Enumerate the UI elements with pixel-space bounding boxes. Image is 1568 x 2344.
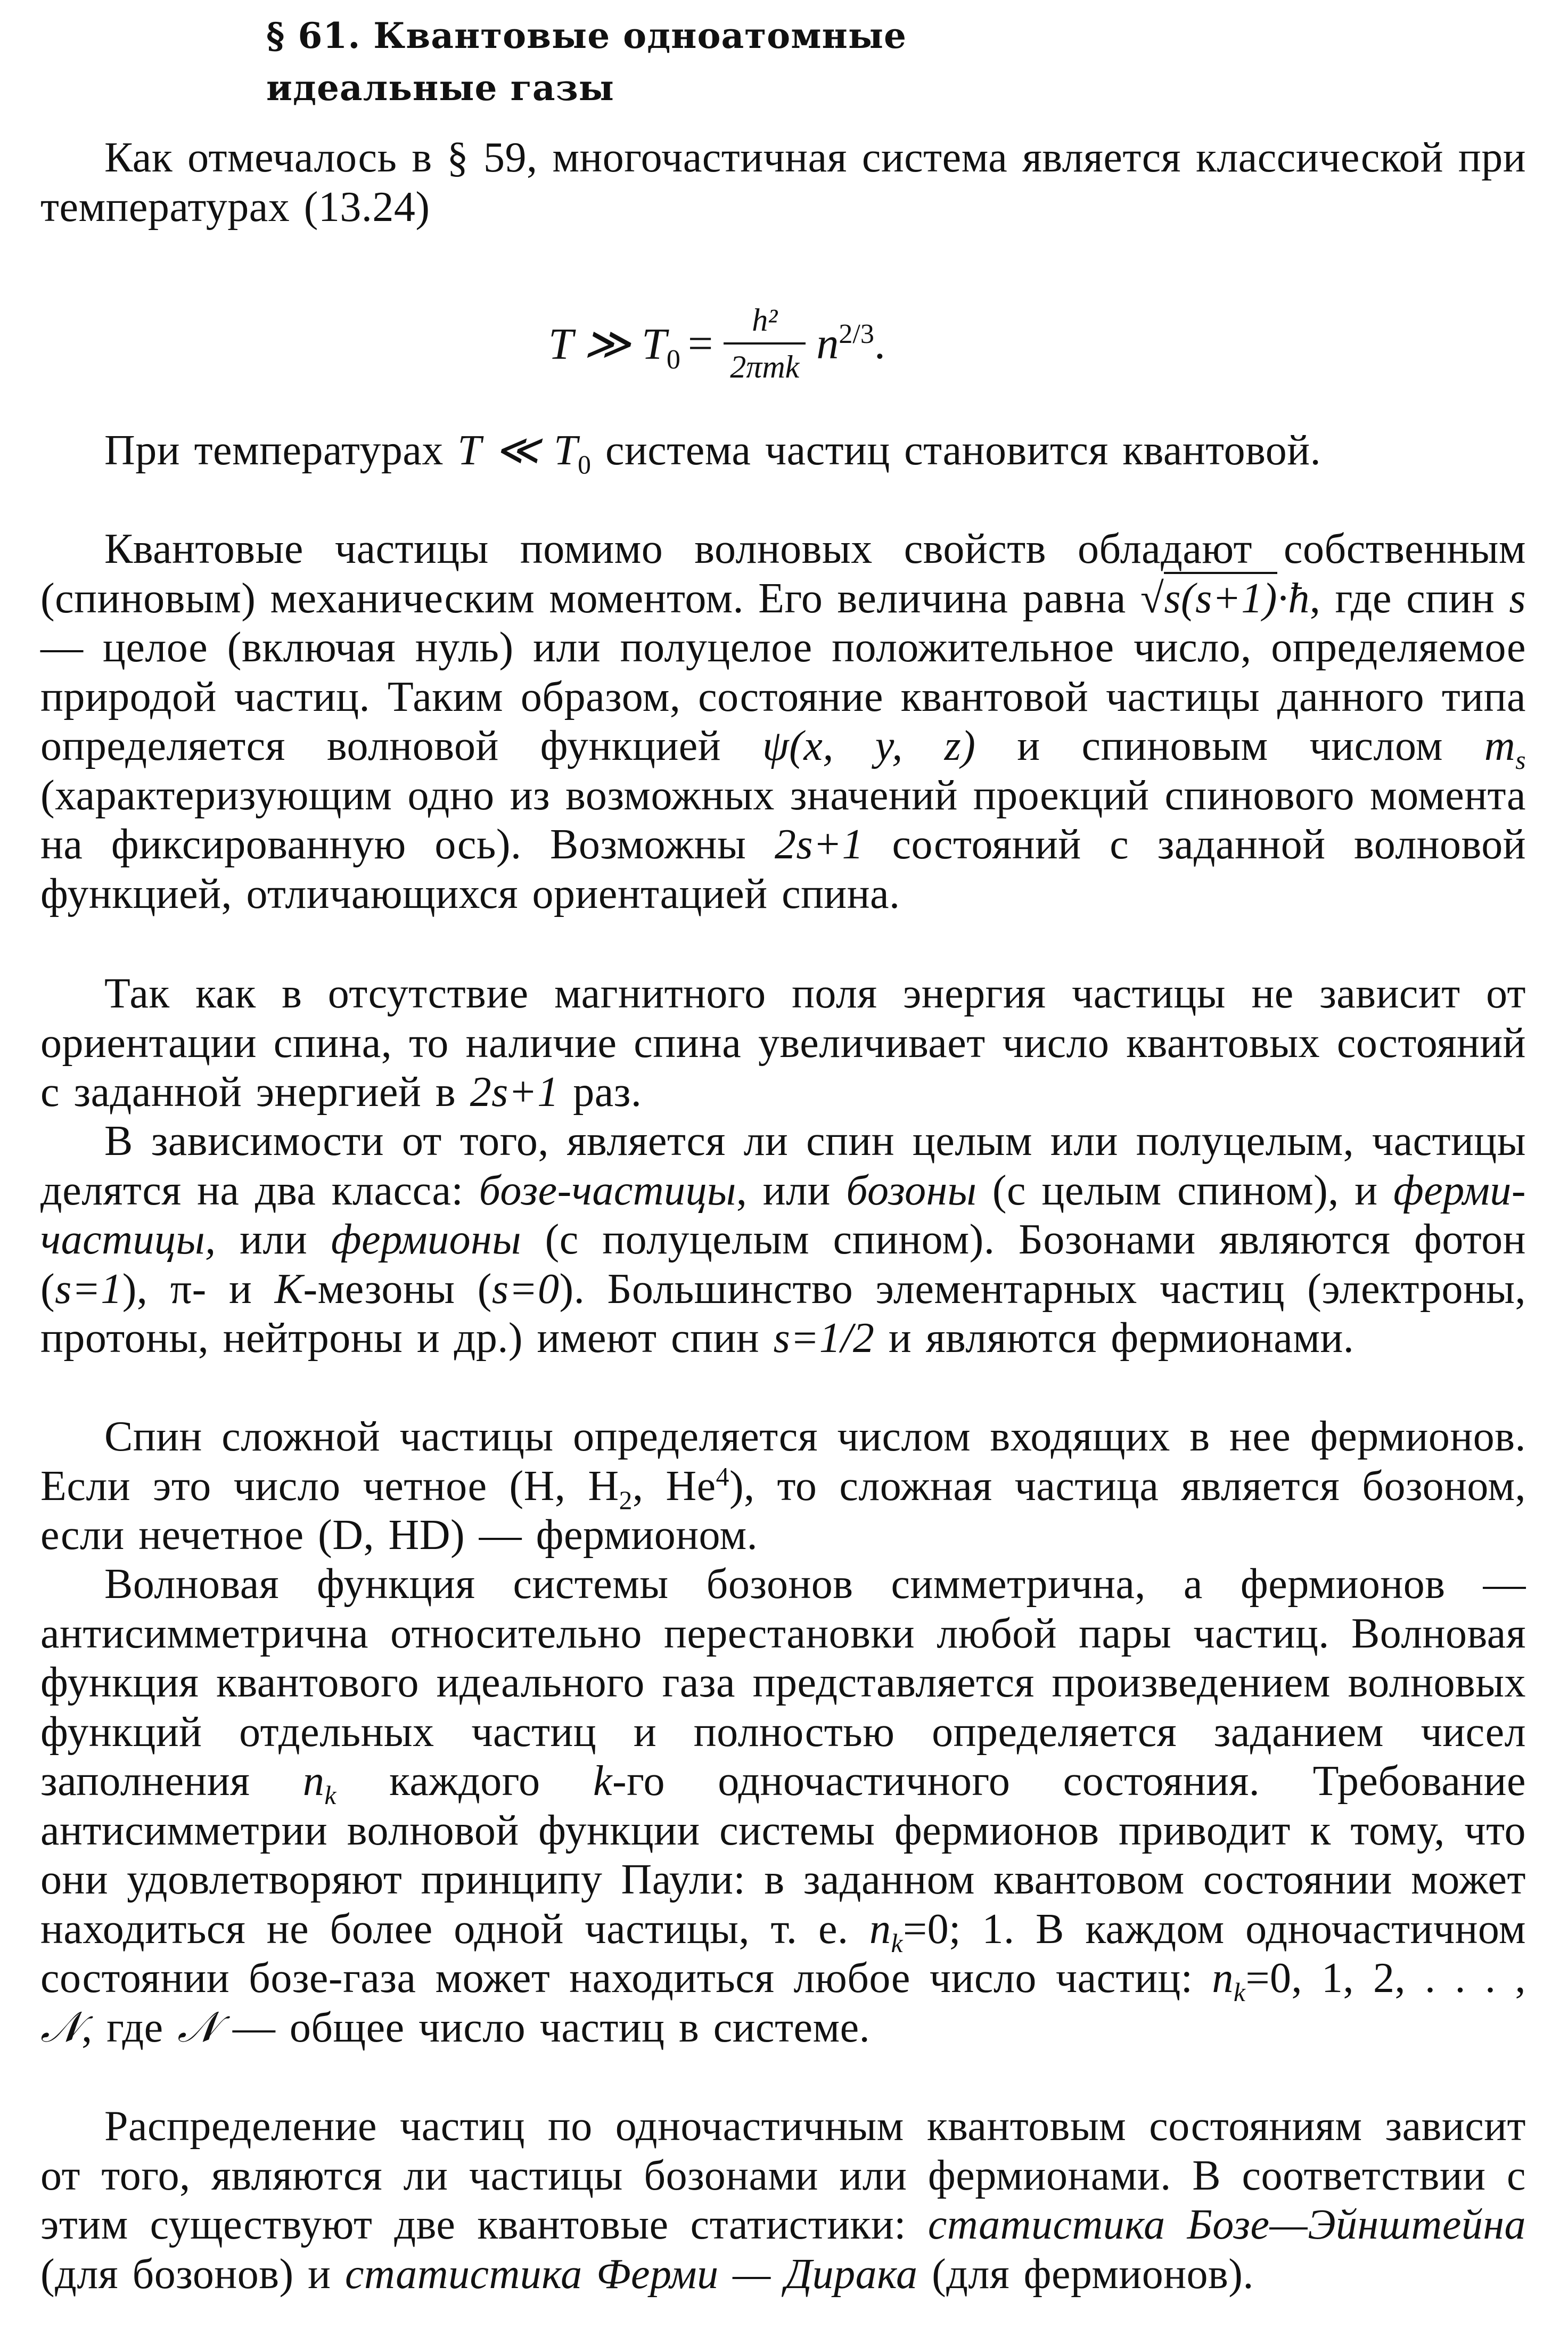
intro-paragraph: Как отмечалось в § 59, многочастичная система является классической при температурах (13.24) (40, 134, 1526, 231)
term-fermi-particles: ферми-частицы, (40, 1167, 1526, 1263)
term-bosons: бозоны (846, 1167, 977, 1214)
paragraph-2: Квантовые частицы помимо волновых свойств обладают собственным (спиновым) механическим моментом. Его величина равна √s(s+1)·ħ, где спин s — целое (включая нуль) или полуцелое положительное число, определяемое природой частиц. Таким образом, состояние квантовой частицы данного типа определяется волновой функцией ψ(x, y, z) и спиновым числом $m_s$ (характеризующим одно из возможных значений проекций спинового момента на фиксированную ось). Возможны 2s+1 состояний с заданной волновой функцией, отличающихся ориентацией спина. (40, 526, 1526, 917)
formula-numerator: h² (752, 302, 778, 338)
heading-line-1: § 61. Квантовые одноатомные (266, 15, 907, 56)
paragraph-5: Спин сложной частицы определяется числом входящих в нее фермионов. Если это число четное (H, $H_2$, He$^4$), то сложная частица является бозоном, если нечетное (D, HD) — фермионом. (40, 1413, 1526, 1559)
term-bose-einstein-statistics: статистика Бозе—Эйнштейна (927, 2201, 1526, 2248)
formula-denominator: 2πmk (724, 342, 806, 383)
term-fermi-dirac-statistics: статистика Ферми — Дирака (344, 2250, 918, 2298)
sqrt-symbol: √ (1140, 575, 1164, 622)
paragraph-6: Волновая функция системы бозонов симметрична, а фермионов — антисимметрична относительно перестановки любой пары частиц. Волновая функция квантового идеального газа представляется произведением волновых функций отдельных частиц и полностью определяется заданием чисел заполнения $n_k$ каждого k-го одночастичного состояния. Требование антисимметрии волновой функции системы фермионов приводит к тому, что они удовлетворяют принципу Паули: в заданном квантовом состоянии может находиться не более одной частицы, т. е. $n_k=0$; 1. В каждом одночастичном состоянии бозе-газа может находиться любое число частиц: $n_k=0$, 1, 2, . . . , 𝒩, где 𝒩 — общее число частиц в системе. (40, 1561, 1526, 2051)
section-heading (266, 10, 1171, 114)
formula-lhs: T ≫ $T_0$ (548, 319, 680, 375)
paragraph-4: В зависимости от того, является ли спин целым или полуцелым, частицы делятся на два класса: бозе-частицы, или бозоны (с целым спином), и ферми-частицы, или фермионы (с полуцелым спином). Бозонами являются фотон (s=1), π- и K-мезоны (s=0). Большинство элементарных частиц (электроны, протоны, нейтроны и др.) имеют спин s=1/2 и являются фермионами. (40, 1118, 1526, 1362)
heading-line-2: идеальные газы (266, 67, 614, 109)
paragraph-3: Так как в отсутствие магнитного поля энергия частицы не зависит от ориентации спина, то наличие спина увеличивает число квантовых состояний с заданной энергией в 2s+1 раз. (40, 970, 1526, 1116)
term-bose-particles: бозе-частицы (479, 1167, 736, 1214)
formula-rhs: $n^{2/3}$. (816, 318, 885, 368)
paragraph-7: Распределение частиц по одночастичным квантовым состояниям зависит от того, являются ли частицы бозонами или фермионами. В соответствии с этим существуют две квантовые статистики: статистика Бозе—Эйнштейна (для бозонов) и статистика Ферми — Дирака (для фермионов). (40, 2103, 1526, 2298)
formula-fraction (724, 304, 806, 383)
formula-equals: = (687, 318, 713, 368)
term-fermions: фермионы (331, 1216, 522, 1263)
spin-expression: s(s+1) (1164, 572, 1277, 622)
main-formula (548, 288, 885, 399)
wave-function: ψ(x, y, z) (762, 723, 976, 769)
paragraph-1: При температурах T ≪ $T_0$ система частиц становится квантовой. (104, 427, 1321, 479)
